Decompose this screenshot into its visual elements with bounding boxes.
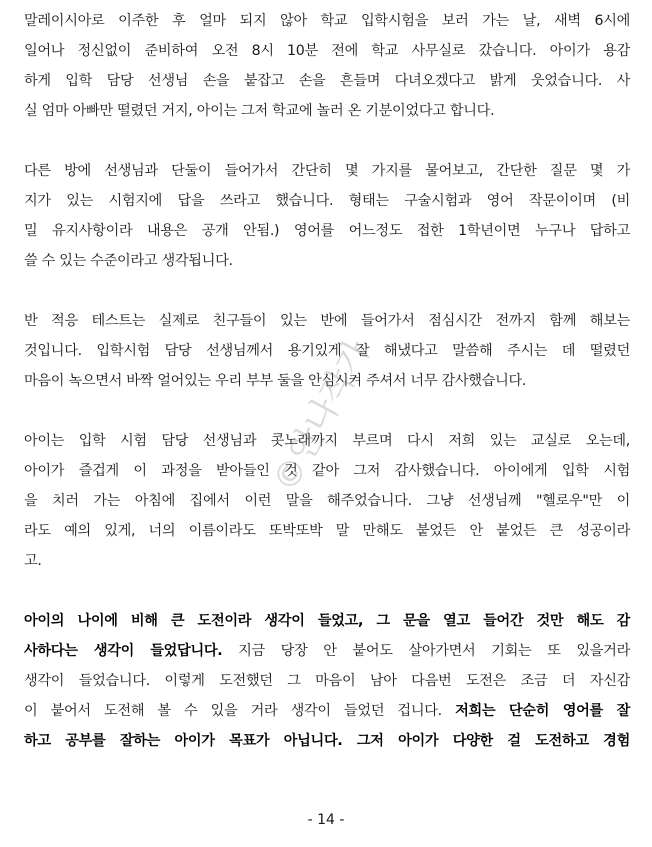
text-line [24, 696, 630, 726]
text-line [24, 36, 630, 66]
text-segment: 생각이 들었습니다. 이렇게 도전했던 그 마음이 남아 다음번 도전은 조금 더 자신감 [24, 673, 630, 689]
text-segment: 아이가 즐겁게 이 과정을 받아들인 것 같아 그저 감사했습니다. 아이에게 입학 시험 [24, 463, 630, 479]
text-line [24, 546, 630, 576]
text-line [24, 426, 630, 456]
document-body [24, 6, 630, 786]
text-segment: 반 적응 테스트는 실제로 친구들이 있는 반에 들어가서 점심시간 전까지 함께 해보는 [24, 313, 630, 329]
text-segment: 마음이 녹으면서 바짝 얼어있는 우리 부부 둘을 안심시켜 주셔서 너무 감사했습니다. [24, 373, 527, 389]
text-segment: 하게 입학 담당 선생님 손을 붙잡고 손을 흔들며 다녀오겠다고 밝게 웃었습니다. 사 [24, 73, 630, 89]
text-line [24, 366, 630, 396]
text-line [24, 486, 630, 516]
text-line [24, 456, 630, 486]
text-segment: 다른 방에 선생님과 단둘이 들어가서 간단히 몇 가지를 물어보고, 간단한 질문 몇 가 [24, 163, 630, 179]
text-line [24, 606, 630, 636]
text-segment: 말레이시아로 이주한 후 얼마 되지 않아 학교 입학시험을 보러 가는 날, 새벽 6시에 [24, 13, 630, 29]
text-line [24, 216, 630, 246]
bold-text: 사하다는 생각이 들었답니다. [24, 643, 223, 659]
text-segment: 을 치러 가는 아침에 집에서 이런 말을 해주었습니다. 그냥 선생님께 "헬로우"만 이 [24, 493, 630, 509]
paragraph [24, 606, 630, 756]
paragraph [24, 156, 630, 276]
text-line [24, 186, 630, 216]
text-line [24, 666, 630, 696]
text-line [24, 96, 630, 126]
text-line [24, 726, 630, 756]
text-segment: 아이는 입학 시험 담당 선생님과 콧노래까지 부르며 다시 저희 있는 교실로 오는데, [24, 433, 630, 449]
text-line [24, 66, 630, 96]
bold-text: 저희는 단순히 영어를 잘 [455, 703, 630, 719]
paragraph [24, 426, 630, 576]
text-segment: 것입니다. 입학시험 담당 선생님께서 용기있게 잘 해냈다고 말씀해 주시는 데 떨렸던 [24, 343, 630, 359]
text-segment: 쓸 수 있는 수준이라고 생각됩니다. [24, 253, 233, 269]
text-line [24, 516, 630, 546]
text-segment: 이 붙어서 도전해 볼 수 있을 거라 생각이 들었던 겁니다. [24, 703, 456, 719]
text-segment: 실 엄마 아빠만 떨렸던 거지, 아이는 그저 학교에 놀러 온 기분이었다고 합니다. [24, 103, 495, 119]
text-segment: 지가 있는 시험지에 답을 쓰라고 했습니다. 형태는 구술시험과 영어 작문이이며 (비 [24, 193, 630, 209]
text-segment: 라도 예의 있게, 너의 이름이라도 또박또박 말 만해도 붙었든 안 붙었든 큰 성공이라 [24, 523, 630, 539]
text-line [24, 246, 630, 276]
page-number: - 14 - [307, 812, 345, 828]
paragraph [24, 6, 630, 126]
text-line [24, 306, 630, 336]
text-segment: 지금 당장 안 붙어도 살아가면서 기회는 또 있을거라 [222, 643, 630, 659]
text-line [24, 336, 630, 366]
text-segment: 일어나 정신없이 준비하여 오전 8시 10분 전에 학교 사무실로 갔습니다. 아이가 용감 [24, 43, 630, 59]
text-line [24, 6, 630, 36]
bold-text: 아이의 나이에 비해 큰 도전이라 생각이 들었고, 그 문을 열고 들어간 것만 해도 감 [24, 613, 630, 629]
text-line [24, 636, 630, 666]
paragraph [24, 306, 630, 396]
text-segment: 고. [24, 553, 42, 569]
text-line [24, 156, 630, 186]
text-segment: 밀 유지사항이라 내용은 공개 안됨.) 영어를 어느정도 접한 1학년이면 누구나 답하고 [24, 223, 630, 239]
bold-text: 하고 공부를 잘하는 아이가 목표가 아닙니다. 그저 아이가 다양한 걸 도전하고 경험 [24, 733, 630, 749]
watermark-text: ©안나작가 [265, 333, 379, 499]
